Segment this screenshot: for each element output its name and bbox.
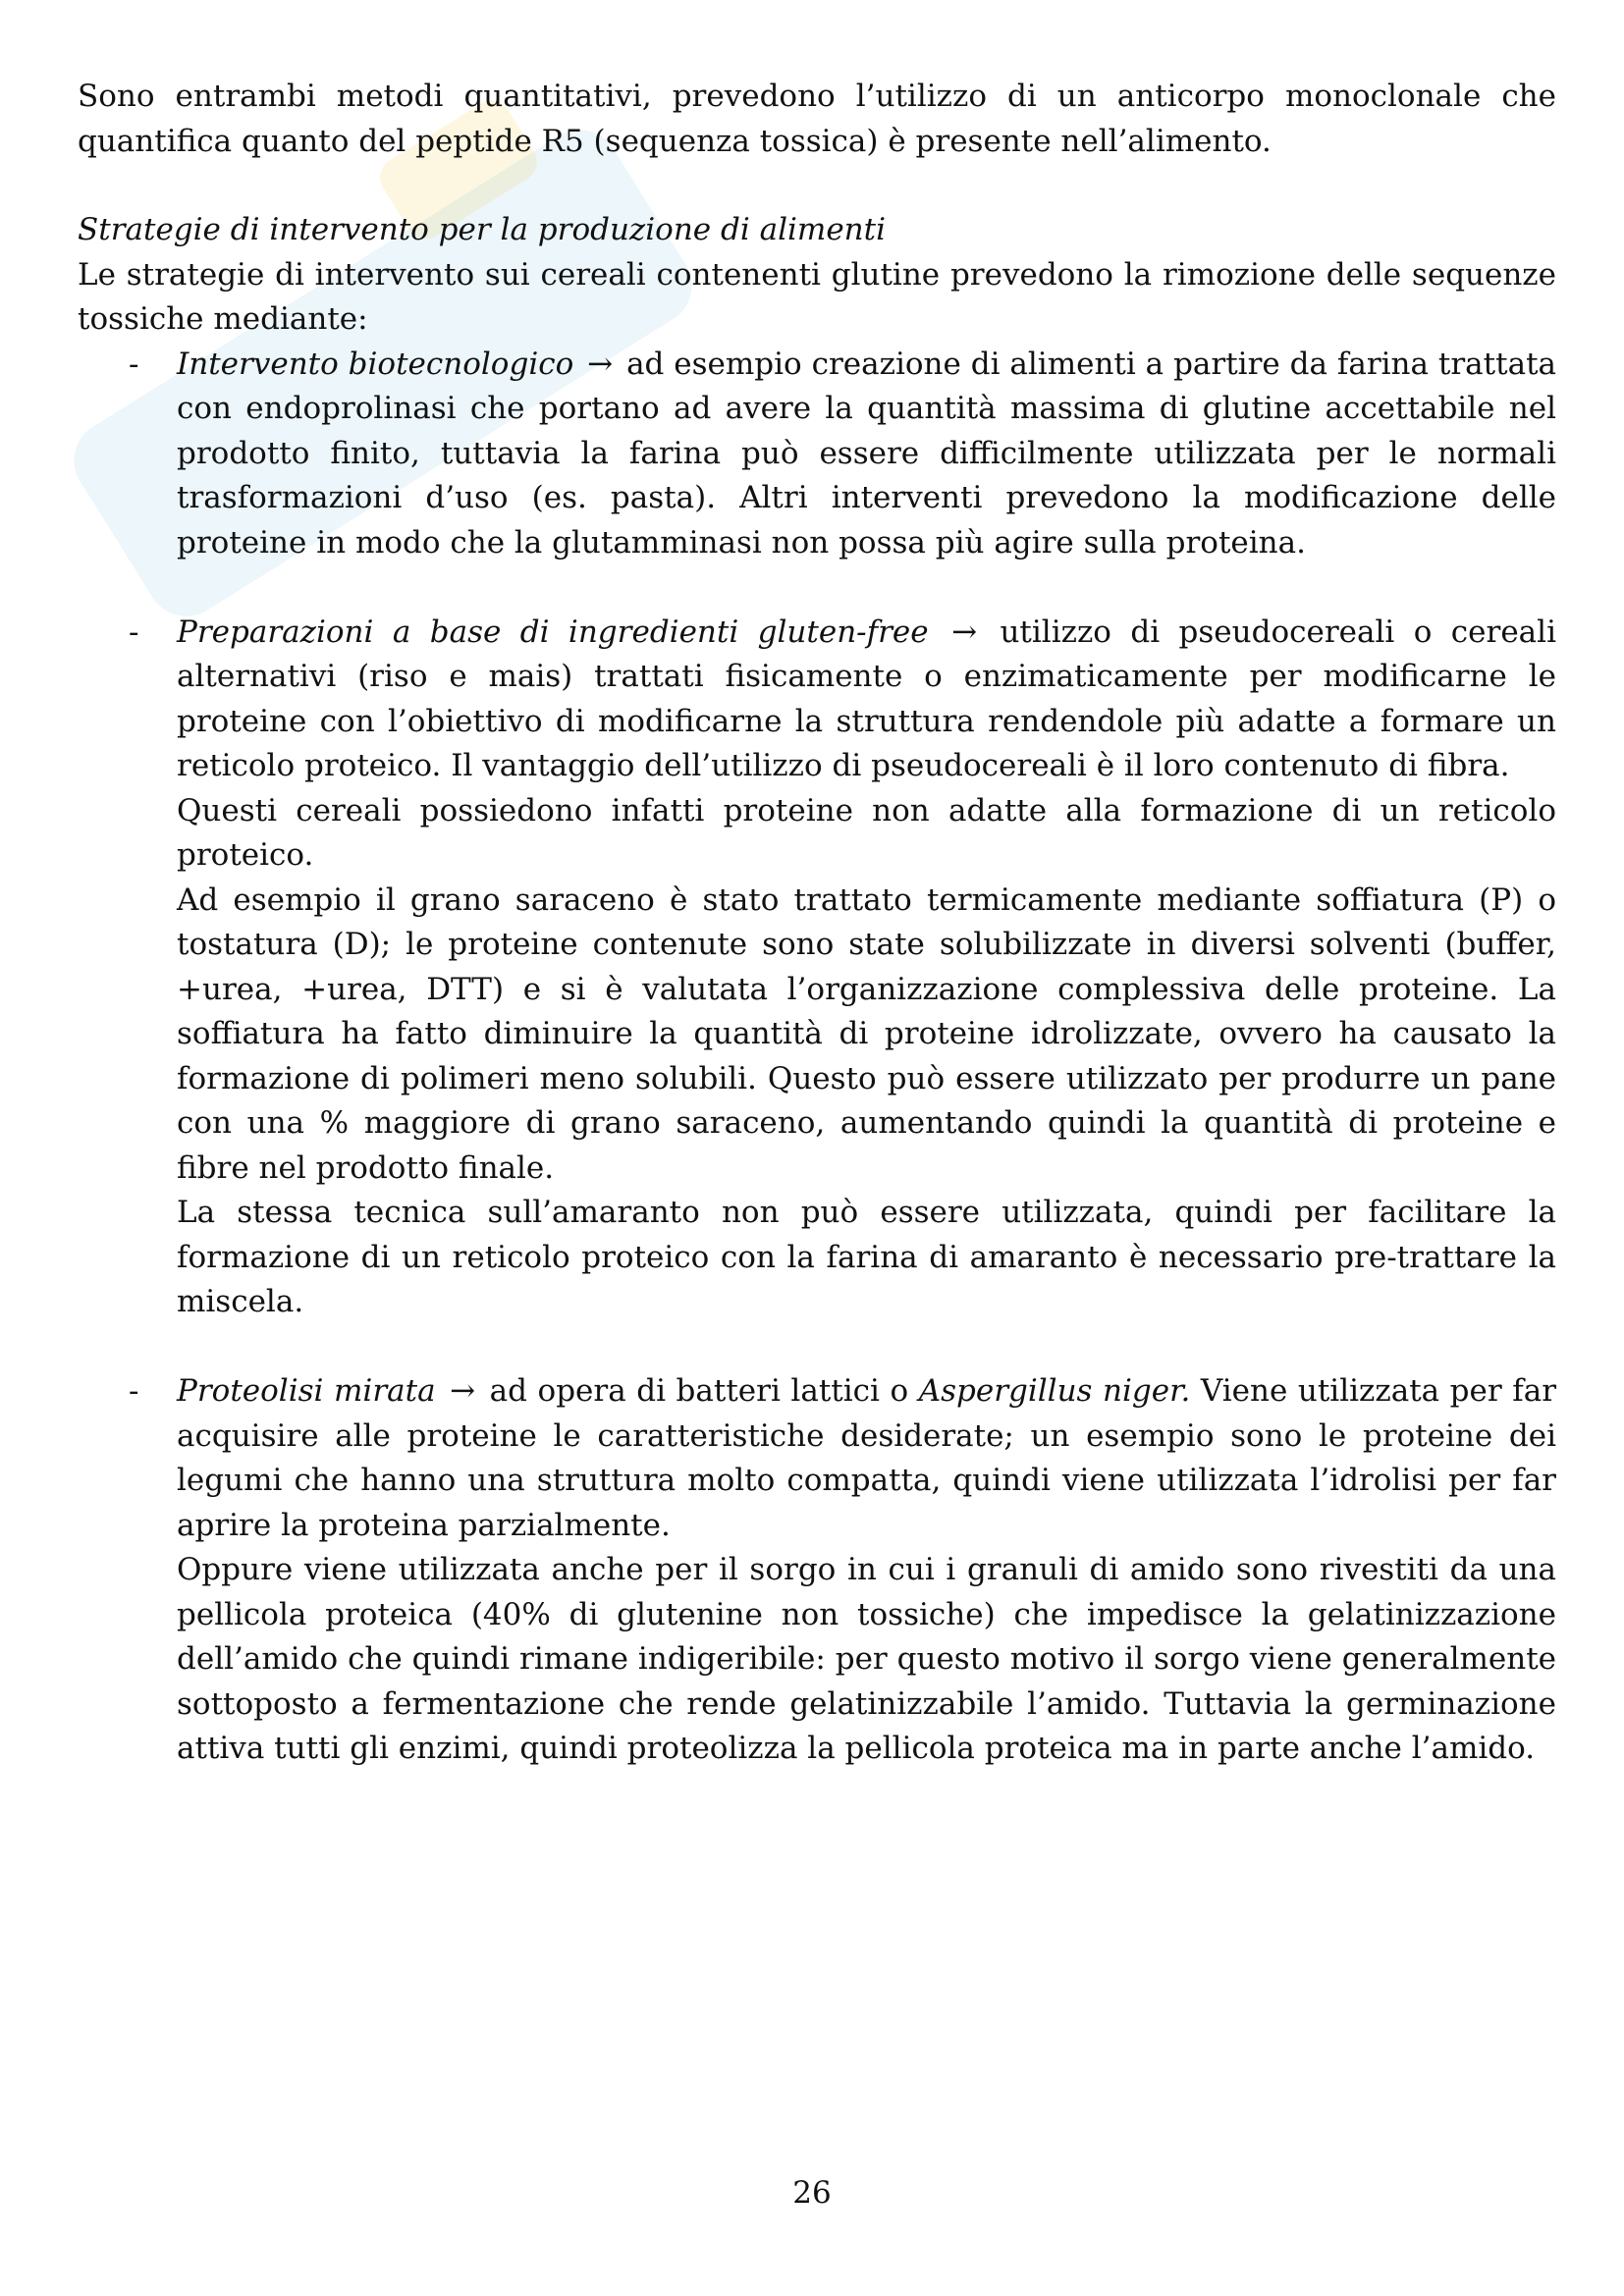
bullet-paragraph (177, 343, 1556, 566)
bullet-text: utilizzo di pseudocereali o cereali alternativi (riso e mais) trattati fisicamente o enzimaticamente per modificarne le proteine con l’obiettivo di modificarne la struttura rendendole più adatte a formare un reticolo proteico. Il vantaggio dell’utilizzo di pseudocereali è il loro contenuto di fibra. (177, 614, 1556, 783)
section-intro: Le strategie di intervento sui cereali contenenti glutine prevedono la rimozione delle sequenze tossiche mediante: (78, 256, 1556, 337)
bullet-text: Viene utilizzata per far acquisire alle proteine le caratteristiche desiderate; un esempio sono le proteine dei legumi che hanno una struttura molto compatta, quindi viene utilizzata l’idrolisi per far aprire la proteina parzialmente. (177, 1373, 1557, 1543)
bullet-dash: - (129, 1373, 139, 1409)
arrow-icon: → (951, 614, 978, 650)
strategy-list (78, 343, 1556, 1772)
bullet-paragraph: Oppure viene utilizzata anche per il sorgo in cui i granuli di amido sono rivestiti da una pellicola proteica (40% di glutenine non tossiche) che impedisce la gelatinizzazione dell’amido che quindi rimane indigeribile: per questo motivo il sorgo viene generalmente sottoposto a fermentazione che rende gelatinizzabile l’amido. Tuttavia la germinazione attiva tutti gli enzimi, quindi proteolizza la pellicola proteica ma in parte anche l’amido. (177, 1552, 1556, 1766)
bullet-term: Intervento biotecnologico (177, 346, 574, 382)
bullet-term: Proteolisi mirata (177, 1373, 436, 1409)
bullet-paragraph: Questi cereali possiedono infatti proteine non adatte alla formazione di un reticolo proteico. (177, 792, 1556, 873)
species-name: Aspergillus niger. (918, 1373, 1191, 1409)
list-item (78, 611, 1556, 1325)
bullet-dash: - (129, 346, 139, 382)
bullet-text: ad opera di batteri lattici o (489, 1373, 909, 1409)
bullet-paragraph (177, 611, 1556, 789)
bullet-paragraph: La stessa tecnica sull’amaranto non può essere utilizzata, quindi per facilitare la formazione di un reticolo proteico con la farina di amaranto è necessario pre-trattare la miscela. (177, 1195, 1556, 1319)
bullet-text: ad esempio creazione di alimenti a partire da farina trattata con endoprolinasi che portano ad avere la quantità massima di glutine accettabile nel prodotto finito, tuttavia la farina può essere difficilmente utilizzata per le normali trasformazioni d’uso (es. pasta). Altri interventi prevedono la modificazione delle proteine in modo che la glutamminasi non possa più agire sulla proteina. (177, 346, 1557, 561)
bullet-dash: - (129, 614, 139, 650)
section-title: Strategie di intervento per la produzione di alimenti (78, 212, 886, 247)
bullet-paragraph (177, 1369, 1556, 1548)
arrow-icon: → (450, 1373, 476, 1409)
list-item (78, 343, 1556, 566)
bullet-term: Preparazioni a base di ingredienti gluten-free (177, 614, 929, 650)
bullet-paragraph: Ad esempio il grano saraceno è stato trattato termicamente mediante soffiatura (P) o tostatura (D); le proteine contenute sono state solubilizzate in diversi solventi (buffer, +urea, +urea, DTT) e si è valutata l’organizzazione complessiva delle proteine. La soffiatura ha fatto diminuire la quantità di proteine idrolizzate, ovvero ha causato la formazione di polimeri meno solubili. Questo può essere utilizzato per produrre un pane con una % maggiore di grano saraceno, aumentando quindi la quantità di proteine e fibre nel prodotto finale. (177, 881, 1556, 1186)
page-number: 26 (792, 2175, 832, 2211)
body-text (78, 75, 1556, 1772)
list-item (78, 1369, 1556, 1772)
intro-paragraph: Sono entrambi metodi quantitativi, prevedono l’utilizzo di un anticorpo monoclonale che quantifica quanto del peptide R5 (sequenza tossica) è presente nell’alimento. (78, 79, 1556, 159)
arrow-icon: → (587, 346, 614, 382)
